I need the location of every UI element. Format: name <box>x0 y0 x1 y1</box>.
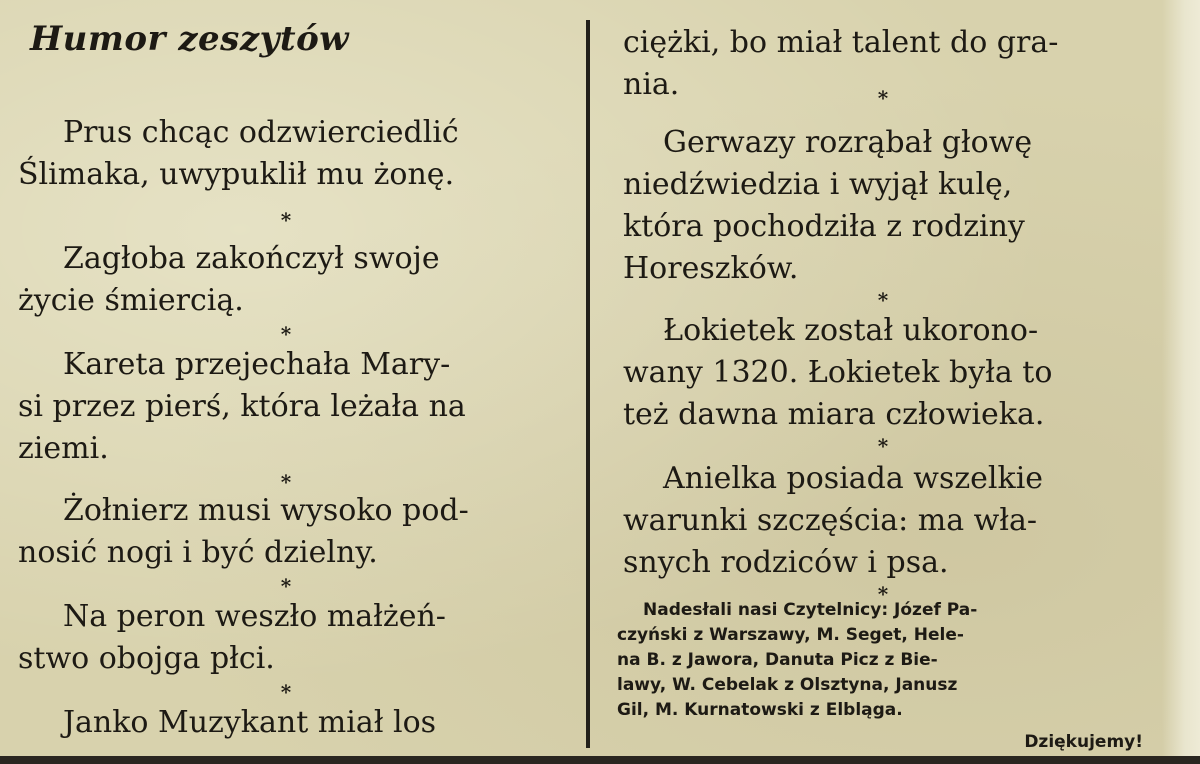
separator-star: * <box>877 86 889 110</box>
separator-star: * <box>280 574 292 598</box>
joke-paragraph <box>18 344 466 470</box>
joke-paragraph <box>18 490 469 574</box>
paper-edge-highlight <box>1162 0 1200 764</box>
joke-line: która pochodziła z rodziny <box>623 209 1025 244</box>
joke-line: Żołnierz musi wysoko pod- <box>63 493 469 528</box>
joke-line: warunki szczęścia: ma wła- <box>623 503 1038 538</box>
joke-line: Prus chcąc odzwierciedlić <box>63 115 459 150</box>
joke-line: ciężki, bo miał talent do gra- <box>623 25 1059 60</box>
joke-line: niedźwiedzia i wyjął kulę, <box>623 167 1013 202</box>
separator-star: * <box>280 680 292 704</box>
separator-star: * <box>280 322 292 346</box>
credits-line: Nadesłali nasi Czytelnicy: Józef Pa- <box>643 600 978 620</box>
joke-line: ziemi. <box>18 431 109 466</box>
joke-line: też dawna miara człowieka. <box>623 397 1045 432</box>
joke-line: Gerwazy rozrąbał głowę <box>663 125 1033 160</box>
joke-paragraph <box>18 238 440 322</box>
joke-line: Łokietek został ukorono- <box>663 313 1039 348</box>
joke-line: Anielka posiada wszelkie <box>663 461 1044 496</box>
joke-line: snych rodziców i psa. <box>623 545 949 580</box>
separator-star: * <box>280 470 292 494</box>
joke-line: Kareta przejechała Mary- <box>63 347 451 382</box>
column-divider <box>586 20 590 748</box>
joke-line: Zagłoba zakończył swoje <box>63 241 440 276</box>
separator-star: * <box>877 288 889 312</box>
paper-bottom-edge <box>0 756 1200 764</box>
joke-line: wany 1320. Łokietek była to <box>623 355 1053 390</box>
joke-line: Janko Muzykant miał los <box>63 705 437 740</box>
separator-star: * <box>877 582 889 606</box>
joke-line: życie śmiercią. <box>18 283 244 318</box>
joke-paragraph <box>18 112 459 196</box>
joke-paragraph <box>623 310 1053 436</box>
joke-paragraph <box>63 702 436 744</box>
credits-line: lawy, W. Cebelak z Olsztyna, Janusz <box>617 675 958 695</box>
left-column <box>18 0 578 764</box>
right-column <box>605 0 1155 764</box>
joke-line: Ślimaka, uwypuklił mu żonę. <box>18 157 455 192</box>
page-title: Humor zeszytów <box>30 19 350 59</box>
joke-paragraph <box>623 458 1044 584</box>
joke-line: si przez pierś, która leżała na <box>18 389 466 424</box>
joke-line: stwo obojga płci. <box>18 641 275 676</box>
credits-line: na B. z Jawora, Danuta Picz z Bie- <box>617 650 938 670</box>
joke-line: nia. <box>623 67 680 102</box>
joke-paragraph <box>623 22 1059 110</box>
credits-line: Gil, M. Kurnatowski z Elbląga. <box>617 700 903 720</box>
joke-line: nosić nogi i być dzielny. <box>18 535 378 570</box>
separator-star: * <box>877 434 889 458</box>
thanks-line: Dziękujemy! <box>1024 732 1143 752</box>
joke-paragraph <box>18 596 446 680</box>
joke-line: Na peron weszło małżeń- <box>63 599 446 634</box>
credits-line: czyński z Warszawy, M. Seget, Hele- <box>617 625 964 645</box>
joke-paragraph <box>623 122 1033 290</box>
joke-line: Horeszków. <box>623 251 799 286</box>
separator-star: * <box>280 208 292 232</box>
reader-credits <box>617 598 1152 723</box>
